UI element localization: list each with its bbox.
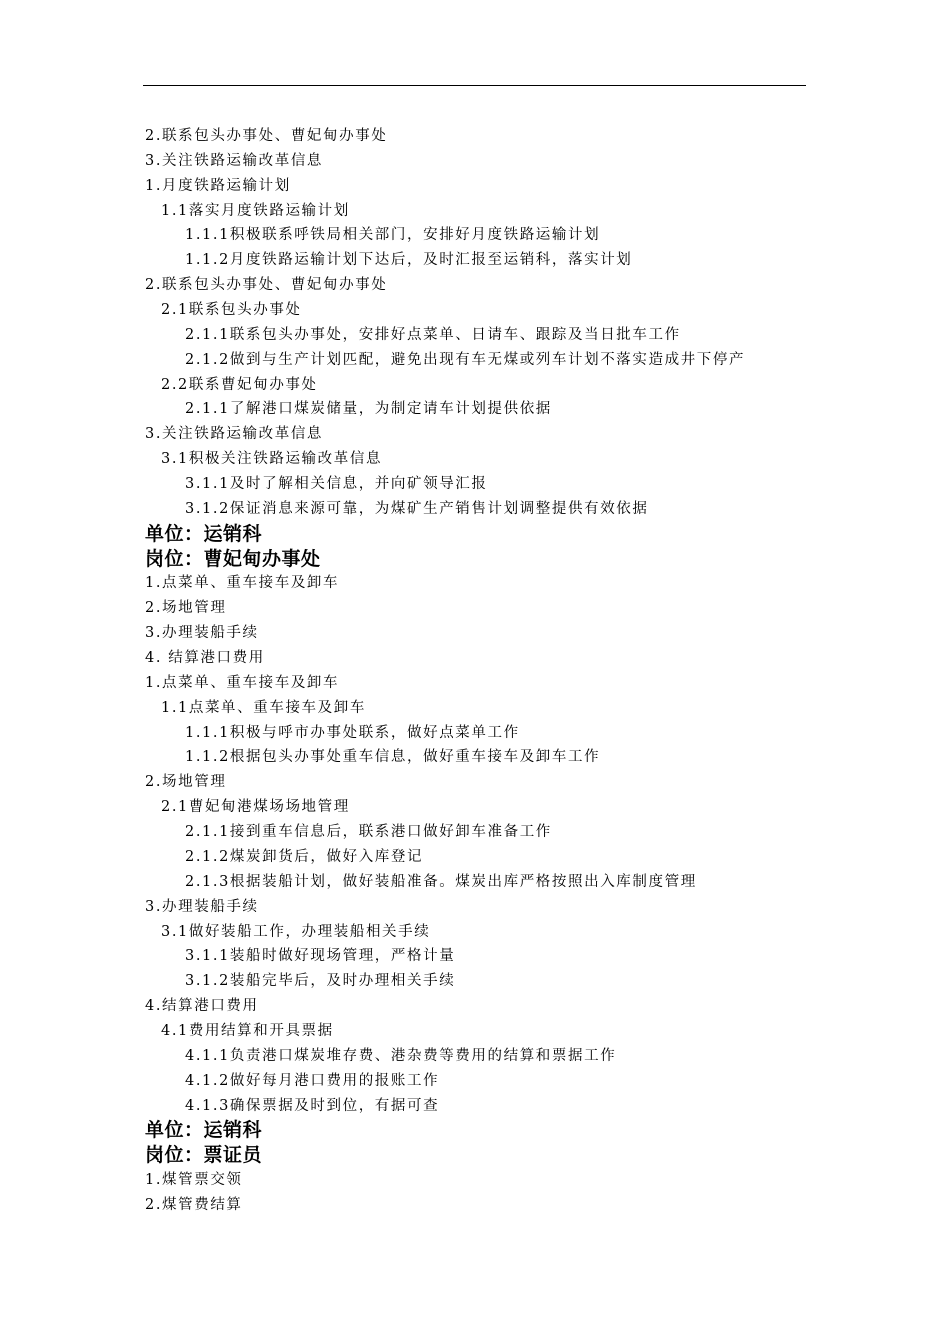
outline-item-level-2: 3.1.2保证消息来源可靠，为煤矿生产销售计划调整提供有效依据 [185,500,649,517]
outline-item-level-2: 3.1.2装船完毕后，及时办理相关手续 [185,973,456,990]
outline-item-level-2: 3.1.1装船时做好现场管理，严格计量 [185,948,456,965]
outline-item-level-0: 3.办理装船手续 [145,625,259,642]
outline-item-level-2: 2.1.2煤炭卸货后，做好入库登记 [185,848,424,865]
outline-item-level-0: 2.联系包头办事处、曹妃甸办事处 [145,128,388,144]
outline-item-level-2: 2.1.1接到重车信息后，联系港口做好卸车准备工作 [185,824,552,841]
outline-item-level-2: 2.1.3根据装船计划，做好装船准备。煤炭出库严格按照出入库制度管理 [185,873,697,890]
header-rule [143,85,806,86]
outline-item-level-1: 2.2联系曹妃甸办事处 [161,376,318,393]
outline-item-level-0: 1.煤管票交领 [145,1172,243,1189]
outline-item-level-0: 1.点菜单、重车接车及卸车 [145,674,340,691]
outline-item-level-2: 1.1.1积极与呼市办事处联系，做好点菜单工作 [185,724,520,741]
section-heading: 单位：运销科 [145,522,263,545]
outline-item-level-0: 1.点菜单、重车接车及卸车 [145,575,340,592]
outline-item-level-2: 2.1.1了解港口煤炭储量，为制定请车计划提供依据 [185,401,552,418]
outline-item-level-1: 1.1点菜单、重车接车及卸车 [161,699,366,716]
document-body [145,124,815,1218]
outline-item-level-2: 4.1.2做好每月港口费用的报账工作 [185,1072,440,1089]
outline-item-level-2: 4.1.1负责港口煤炭堆存费、港杂费等费用的结算和票据工作 [185,1047,617,1064]
outline-item-level-1: 3.1积极关注铁路运输改革信息 [161,451,383,468]
outline-item-level-2: 3.1.1及时了解相关信息，并向矿领导汇报 [185,476,488,493]
outline-item-level-2: 2.1.2做到与生产计划匹配，避免出现有车无煤或列车计划不落实造成井下停产 [185,351,746,368]
outline-item-level-1: 4.1费用结算和开具票据 [161,1022,334,1039]
outline-item-level-2: 1.1.2根据包头办事处重车信息，做好重车接车及卸车工作 [185,749,601,766]
section-heading: 单位：运销科 [145,1119,263,1142]
outline-item-level-0: 4. 结算港口费用 [145,650,265,667]
outline-item-level-2: 1.1.1积极联系呼铁局相关部门，安排好月度铁路运输计划 [185,227,601,244]
outline-item-level-0: 1.月度铁路运输计划 [145,177,291,194]
outline-item-level-2: 4.1.3确保票据及时到位，有据可查 [185,1097,440,1114]
outline-item-level-0: 2.场地管理 [145,600,227,617]
section-heading: 岗位：票证员 [145,1144,263,1167]
outline-item-level-2: 2.1.1联系包头办事处，安排好点菜单、日请车、跟踪及当日批车工作 [185,326,681,343]
outline-item-level-0: 4.结算港口费用 [145,998,259,1015]
outline-item-level-0: 2.场地管理 [145,774,227,791]
outline-item-level-0: 3.办理装船手续 [145,898,259,915]
outline-item-level-1: 1.1落实月度铁路运输计划 [161,202,350,219]
outline-item-level-1: 3.1做好装船工作，办理装船相关手续 [161,923,431,940]
outline-item-level-0: 2.联系包头办事处、曹妃甸办事处 [145,277,388,294]
outline-item-level-0: 3.关注铁路运输改革信息 [145,152,324,169]
section-heading: 岗位：曹妃甸办事处 [145,547,321,570]
outline-item-level-0: 2.煤管费结算 [145,1196,243,1213]
outline-item-level-1: 2.1曹妃甸港煤场场地管理 [161,799,350,816]
outline-item-level-0: 3.关注铁路运输改革信息 [145,426,324,443]
outline-item-level-1: 2.1联系包头办事处 [161,302,302,319]
outline-item-level-2: 1.1.2月度铁路运输计划下达后，及时汇报至运销科，落实计划 [185,252,633,269]
